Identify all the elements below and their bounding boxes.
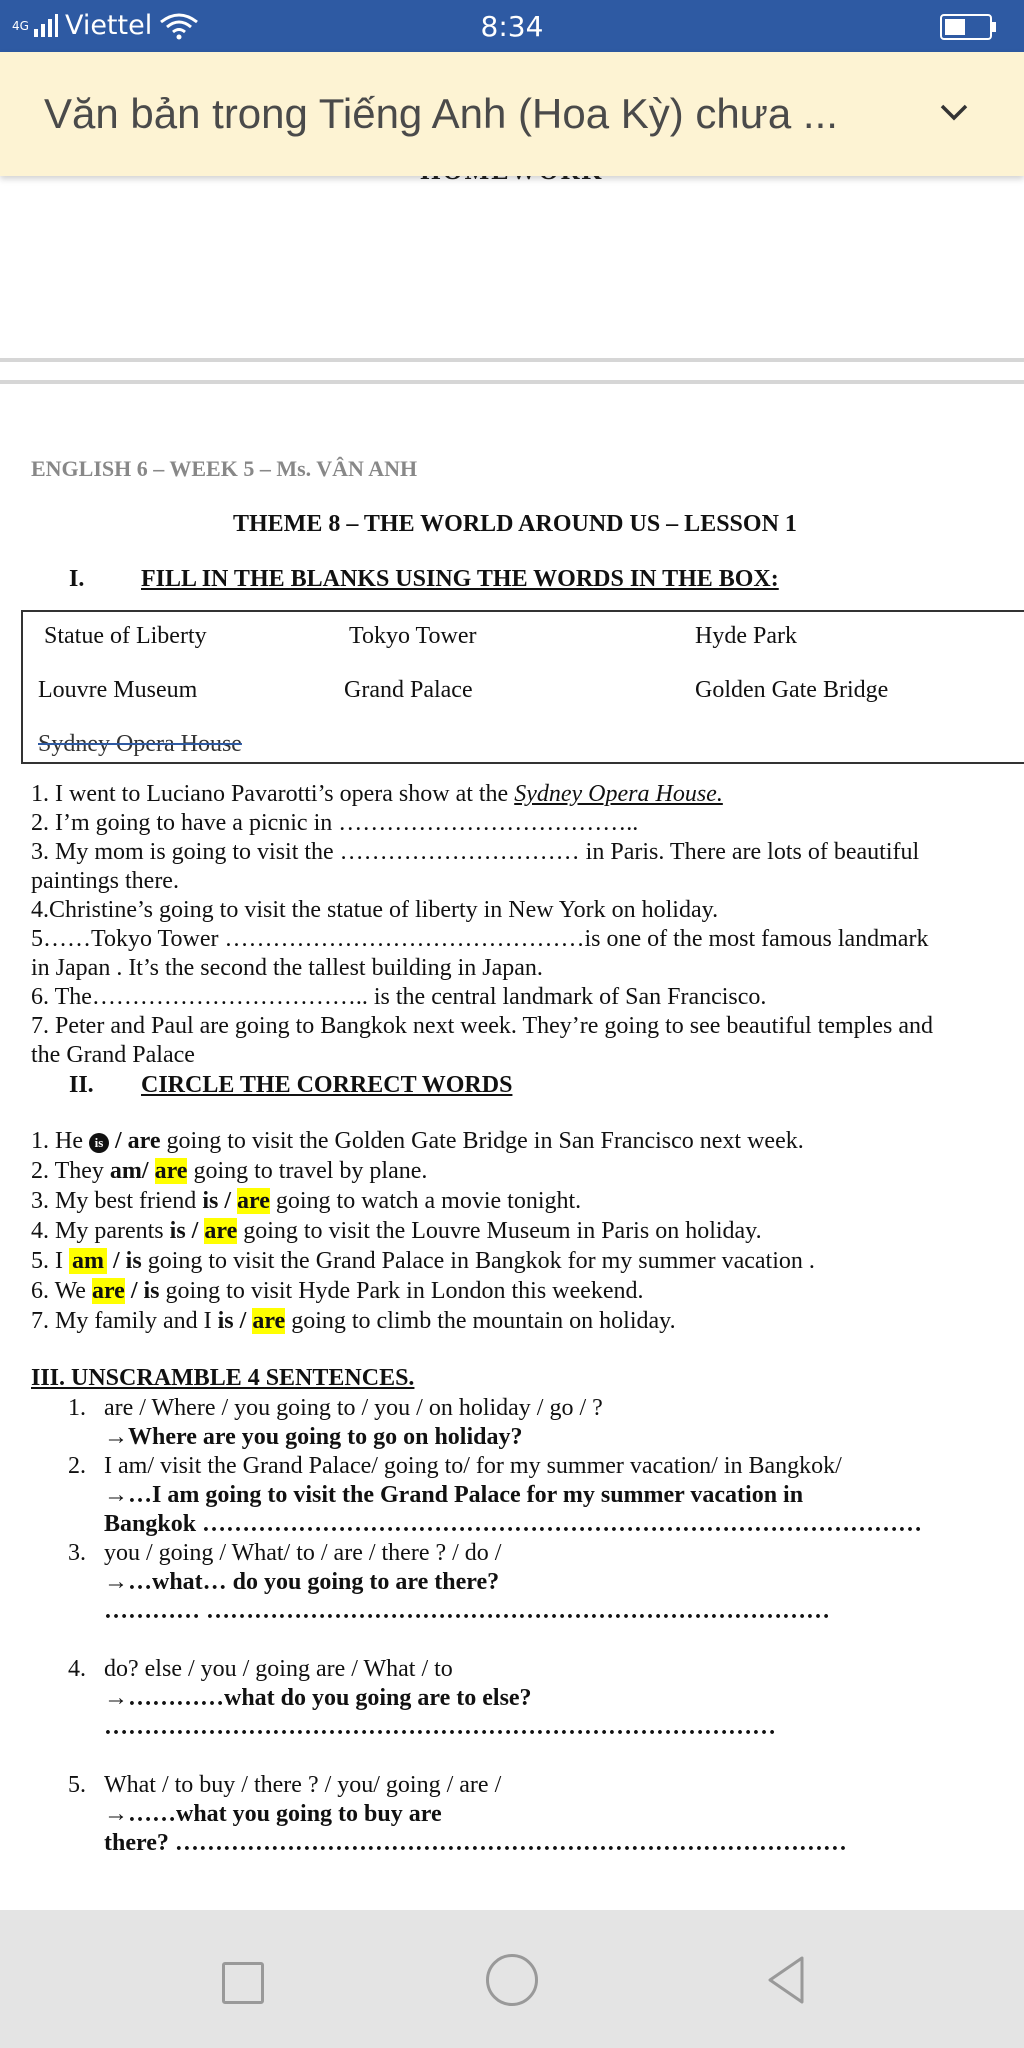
item-number: 2. [68, 1453, 86, 1479]
highlighted-answer: are [154, 1158, 188, 1184]
scramble-answer: →…what… do you going to are there? [104, 1569, 500, 1595]
q-text: going to visit the Golden Gate Bridge in San Francisco next week. [160, 1128, 804, 1154]
highlighted-answer: are [252, 1308, 286, 1334]
circle-q1 [31, 1127, 804, 1156]
fill-line-1 [31, 780, 723, 809]
scramble-answer: →…………what do you going are to else? [104, 1685, 532, 1711]
item-number: 3. [68, 1540, 86, 1566]
box-word: Statue of Liberty [44, 623, 207, 649]
fill-line-3: 3. My mom is going to visit the ………………………… in Paris. There are lots of beautiful [31, 839, 920, 865]
scramble-answer-cont: ………………………………………………………………………… [104, 1714, 776, 1740]
fill-line-5-cont: in Japan . It’s the second the tallest building in Japan. [31, 955, 543, 981]
chevron-down-icon[interactable] [936, 94, 972, 130]
scramble-answer: →…I am going to visit the Grand Palace for my summer vacation in [104, 1482, 804, 1508]
highlighted-answer: are [237, 1188, 270, 1214]
q-text: going to climb the mountain on holiday. [285, 1308, 676, 1334]
circle-q3 [31, 1187, 581, 1216]
box-word: Tokyo Tower [349, 623, 477, 649]
recent-apps-icon[interactable] [222, 1962, 264, 2004]
circle-q6 [31, 1277, 643, 1306]
scramble-prompt: What / to buy / there ? / you/ going / are / [104, 1772, 502, 1798]
scramble-answer: →Where are you going to go on holiday? [104, 1424, 523, 1450]
fill-line-2: 2. I’m going to have a picnic in ……………………………….. [31, 810, 639, 836]
scramble-prompt: I am/ visit the Grand Palace/ going to/ for my summer vacation/ in Bangkok/ [104, 1453, 842, 1479]
home-icon[interactable] [486, 1954, 538, 2006]
section2-number: II. [69, 1072, 94, 1098]
fill-line-3-cont: paintings there. [31, 868, 179, 894]
highlighted-answer: are [204, 1218, 238, 1244]
item-number: 1. [68, 1395, 86, 1421]
q-text: 1. He [31, 1128, 89, 1154]
q-text: going to visit the Louvre Museum in Paris on holiday. [237, 1218, 762, 1244]
highlighted-answer: are [91, 1278, 125, 1304]
scramble-answer-cont: Bangkok ……………………………………………………………………………… [104, 1511, 923, 1537]
q-option: / is [124, 1278, 160, 1304]
q-text: 7. My family and I [31, 1308, 218, 1334]
scramble-answer: →……what you going to buy are [104, 1801, 442, 1827]
q-text: 6. We [31, 1278, 92, 1304]
box-word: Louvre Museum [38, 677, 198, 703]
circle-q5 [31, 1247, 815, 1276]
q-option: is / [169, 1218, 205, 1244]
scramble-prompt: do? else / you / going are / What / to [104, 1656, 453, 1682]
q-option: is / [202, 1188, 237, 1214]
box-word: Hyde Park [695, 623, 797, 649]
fill-line-1-answer: Sydney Opera House. [514, 781, 723, 807]
q-option: is / [217, 1308, 253, 1334]
q-text: going to travel by plane. [187, 1158, 428, 1184]
fill-line-4: 4.Christine’s going to visit the statue of liberty in New York on holiday. [31, 897, 719, 923]
status-bar [0, 0, 1024, 52]
document-view[interactable] [0, 176, 1024, 1910]
circle-q7 [31, 1307, 676, 1336]
clock: 8:34 [480, 10, 544, 43]
translate-banner[interactable] [0, 52, 1024, 176]
scramble-prompt: you / going / What/ to / are / there ? / do / [104, 1540, 502, 1566]
q-text: going to visit the Grand Palace in Bangkok for my summer vacation . [141, 1248, 815, 1274]
q-text: going to visit Hyde Park in London this weekend. [159, 1278, 644, 1304]
fill-line-5: 5……Tokyo Tower ………………………………………is one of the most famous landmark [31, 926, 929, 952]
navigation-bar [0, 1910, 1024, 2048]
fill-line-6: 6. The…………………………….. is the central landmark of San Francisco. [31, 984, 767, 1010]
scramble-answer-cont: ………… …………………………………………………………………… [104, 1598, 830, 1624]
box-word: Grand Palace [344, 677, 473, 703]
q-option: are [127, 1128, 161, 1154]
page-divider [0, 358, 1024, 362]
page-divider [0, 380, 1024, 384]
carrier-name: Viettel [64, 10, 153, 41]
circle-q2 [31, 1157, 427, 1186]
course-header: ENGLISH 6 – WEEK 5 – Ms. VÂN ANH [31, 456, 418, 481]
box-word-used: Sydney Opera House [38, 731, 242, 757]
q-sep: / [108, 1128, 128, 1154]
circle-q4 [31, 1217, 762, 1246]
battery-icon [940, 14, 992, 40]
circled-answer: is [89, 1133, 109, 1153]
section1-number: I. [69, 566, 85, 592]
section2-title: CIRCLE THE CORRECT WORDS [141, 1072, 513, 1098]
fill-line-7: 7. Peter and Paul are going to Bangkok next week. They’re going to see beautiful temples and [31, 1013, 933, 1039]
theme-title: THEME 8 – THE WORLD AROUND US – LESSON 1 [233, 511, 797, 537]
scramble-answer-cont: there? ………………………………………………………………………… [104, 1830, 847, 1856]
item-number: 4. [68, 1656, 86, 1682]
q-option: am/ [109, 1158, 155, 1184]
q-text: 4. My parents [31, 1218, 170, 1244]
fill-line-7-cont: the Grand Palace [31, 1042, 195, 1068]
q-option: / is [107, 1248, 142, 1274]
q-text: 5. I [31, 1248, 69, 1274]
section1-title: FILL IN THE BLANKS USING THE WORDS IN THE BOX: [141, 566, 779, 592]
item-number: 5. [68, 1772, 86, 1798]
box-word: Golden Gate Bridge [695, 677, 889, 703]
translate-banner-text: Văn bản trong Tiếng Anh (Hoa Kỳ) chưa ... [44, 90, 838, 137]
q-text: 2. They [31, 1158, 110, 1184]
scramble-prompt: are / Where / you going to / you / on holiday / go / ? [104, 1395, 603, 1421]
fill-line-1-text: 1. I went to Luciano Pavarotti’s opera show at the [31, 781, 515, 807]
q-text: going to watch a movie tonight. [269, 1188, 582, 1214]
network-type: 4G [12, 18, 29, 33]
section3-title: III. UNSCRAMBLE 4 SENTENCES. [31, 1365, 415, 1391]
q-text: 3. My best friend [31, 1188, 203, 1214]
back-icon[interactable] [764, 1954, 808, 2006]
highlighted-answer: am [69, 1248, 107, 1274]
